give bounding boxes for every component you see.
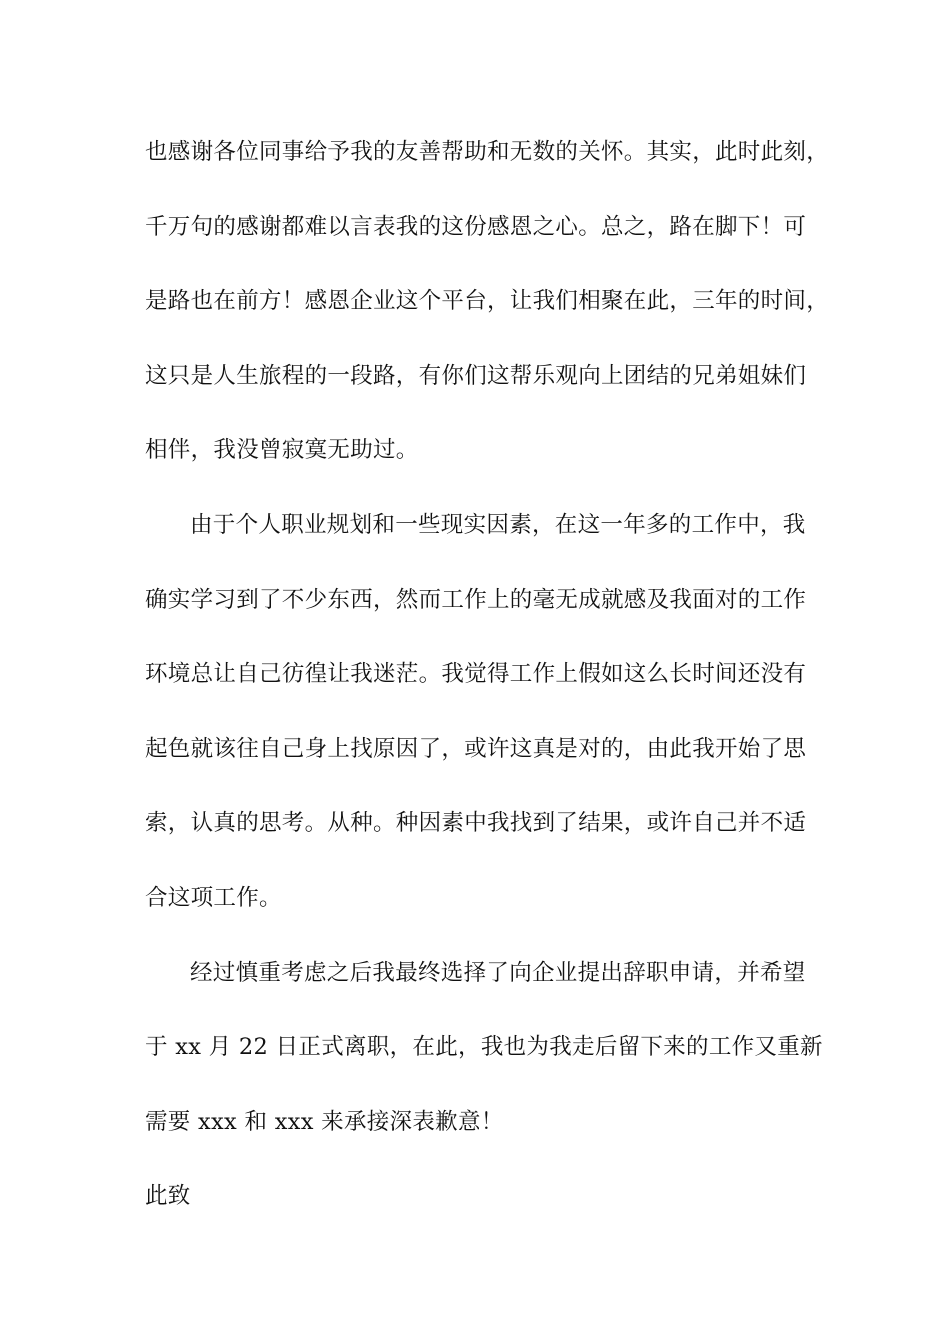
paragraph-line: 合这项工作。 bbox=[145, 885, 282, 911]
paragraph-line: 索，认真的思考。从种。种因素中我找到了结果，或许自己并不适 bbox=[145, 810, 807, 836]
paragraph-line: 由于个人职业规划和一些现实因素，在这一年多的工作中，我 bbox=[190, 512, 806, 538]
paragraph-line: 起色就该往自己身上找原因了，或许这真是对的，由此我开始了思 bbox=[145, 736, 807, 762]
paragraph-line: 也感谢各位同事给予我的友善帮助和无数的关怀。其实，此时此刻， bbox=[145, 139, 830, 165]
paragraph-line: 于 xx 月 22 日正式离职，在此，我也为我走后留下来的工作又重新 bbox=[145, 1034, 823, 1060]
paragraph-line: 相伴，我没曾寂寞无助过。 bbox=[145, 437, 419, 463]
paragraph-line: 环境总让自己彷徨让我迷茫。我觉得工作上假如这么长时间还没有 bbox=[145, 661, 807, 687]
paragraph-line: 这只是人生旅程的一段路，有你们这帮乐观向上团结的兄弟姐妹们 bbox=[145, 363, 807, 389]
paragraph-line: 千万句的感谢都难以言表我的这份感恩之心。总之，路在脚下！可 bbox=[145, 214, 807, 240]
closing-line: 此致 bbox=[145, 1183, 191, 1209]
paragraph-line: 确实学习到了不少东西，然而工作上的毫无成就感及我面对的工作 bbox=[145, 587, 807, 613]
paragraph-line: 需要 xxx 和 xxx 来承接深表歉意！ bbox=[145, 1109, 504, 1135]
paragraph-line: 经过慎重考虑之后我最终选择了向企业提出辞职申请，并希望 bbox=[190, 960, 806, 986]
paragraph-line: 是路也在前方！感恩企业这个平台，让我们相聚在此，三年的时间， bbox=[145, 288, 830, 314]
